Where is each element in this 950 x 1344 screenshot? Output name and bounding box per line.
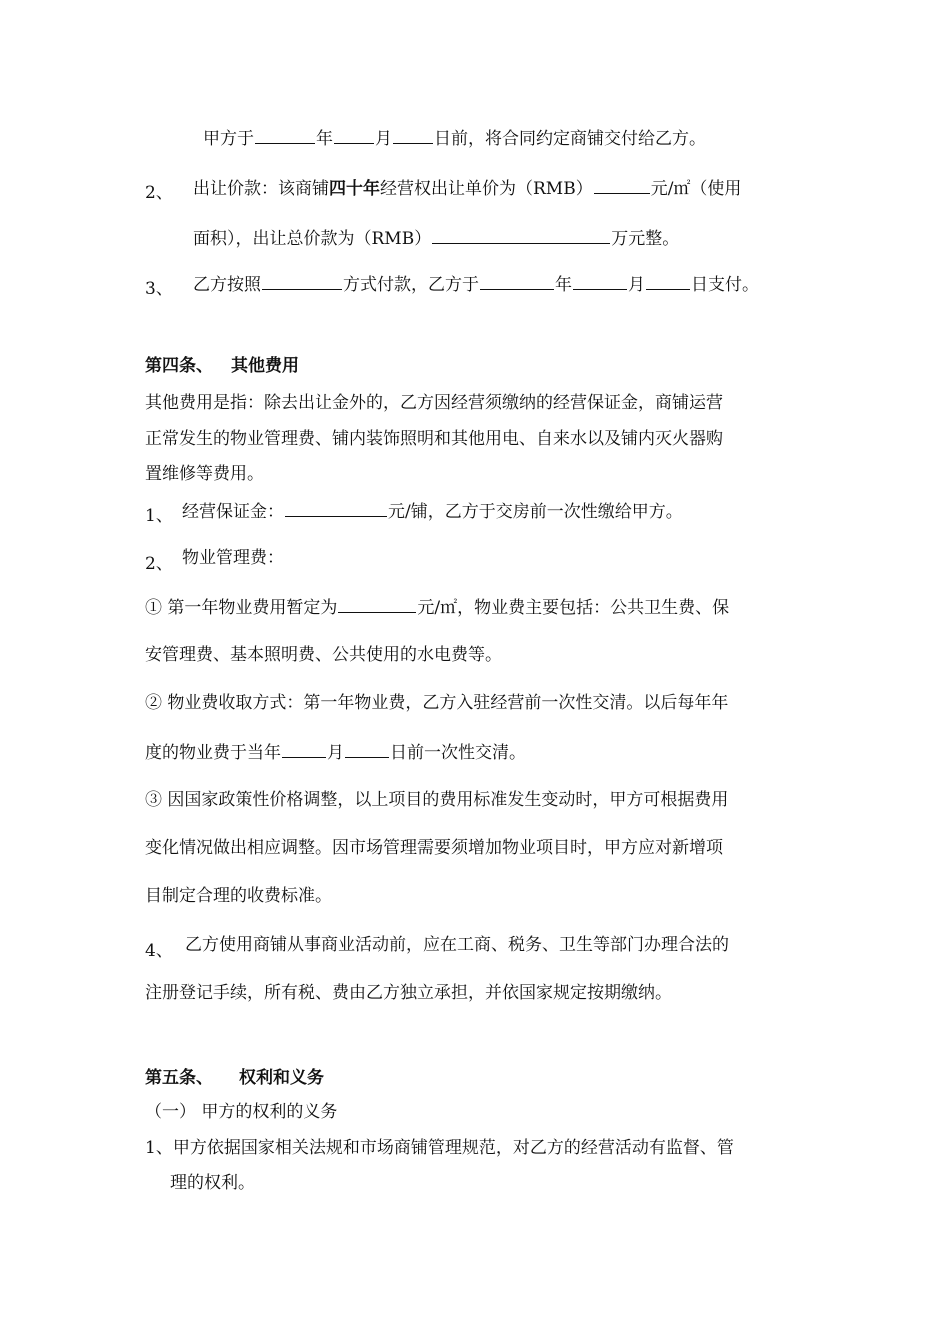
blank-fee-rate <box>338 595 416 613</box>
blank-day <box>646 272 690 290</box>
text: 经营权出让单价为（RMB） <box>380 179 593 199</box>
property-fee-point-3: ③ 因国家政策性价格调整，以上项目的费用标准发生变动时，甲方可根据费用 <box>145 790 729 810</box>
text: 出让价款：该商铺 <box>193 179 329 199</box>
article-4-intro-line2: 正常发生的物业管理费、铺内装饰照明和其他用电、自来水以及铺内灭火器购 <box>145 429 723 449</box>
property-fee-point-1 <box>145 595 729 619</box>
text: ① 第一年物业费用暂定为 <box>145 598 338 618</box>
text: 元/㎡（使用 <box>650 179 742 199</box>
blank-method <box>262 272 342 290</box>
text: 日前一次性交清。 <box>390 743 526 763</box>
item-registration: 乙方使用商铺从事商业活动前，应在工商、税务、卫生等部门办理合法的 <box>185 935 729 955</box>
blank-month <box>573 272 627 290</box>
text: 第五条、 <box>145 1068 213 1088</box>
text: 年 <box>555 275 572 295</box>
text: 面积），出让总价款为（RMB） <box>193 229 432 249</box>
text: 第四条、 <box>145 356 213 376</box>
clause-number: 3、 <box>145 279 173 299</box>
blank-year <box>255 126 315 144</box>
article-4-intro-line3: 置维修等费用。 <box>145 464 264 484</box>
text: 权利和义务 <box>239 1068 324 1088</box>
item-number: 4、 <box>145 941 173 961</box>
text: 乙方按照 <box>193 275 261 295</box>
article-5-subheading: （一） 甲方的权利的义务 <box>145 1102 338 1122</box>
blank-deposit <box>285 499 387 517</box>
blank-day <box>345 740 389 758</box>
blank-month <box>282 740 326 758</box>
text: 其他费用 <box>231 356 299 376</box>
item-deposit <box>182 499 683 523</box>
blank-year <box>480 272 554 290</box>
text: 日前，将合同约定商铺交付给乙方。 <box>434 129 706 149</box>
text: 经营保证金： <box>182 502 284 522</box>
text: 甲方于 <box>203 129 254 149</box>
clause-transfer-price <box>193 176 741 200</box>
property-fee-point-3-cont1: 变化情况做出相应调整。因市场管理需要须增加物业项目时，甲方应对新增项 <box>145 838 723 858</box>
property-fee-point-1-cont: 安管理费、基本照明费、公共使用的水电费等。 <box>145 645 502 665</box>
blank-month <box>334 126 374 144</box>
property-fee-point-3-cont2: 目制定合理的收费标准。 <box>145 886 332 906</box>
property-fee-point-2-cont <box>145 740 526 764</box>
article-5-item-1: 1、甲方依据国家相关法规和市场商铺管理规范，对乙方的经营活动有监督、管 <box>145 1138 734 1158</box>
blank-unit-price <box>594 176 650 194</box>
text: 年 <box>316 129 333 149</box>
text: 月 <box>628 275 645 295</box>
item-number: 1、 <box>145 506 173 526</box>
text: 月 <box>327 743 344 763</box>
article-5-title <box>145 1067 324 1089</box>
clause-number: 2、 <box>145 183 173 203</box>
text: 元/㎡，物业费主要包括：公共卫生费、保 <box>417 598 730 618</box>
article-4-title <box>145 355 299 377</box>
blank-total-price <box>432 226 610 244</box>
item-number: 2、 <box>145 554 173 574</box>
item-property-fee: 物业管理费： <box>182 548 284 568</box>
bold-text: 四十年 <box>329 179 380 199</box>
clause-total-price <box>193 226 679 250</box>
text: 方式付款，乙方于 <box>343 275 479 295</box>
text: 日支付。 <box>691 275 759 295</box>
text: 度的物业费于当年 <box>145 743 281 763</box>
text: 月 <box>375 129 392 149</box>
text: 元/铺，乙方于交房前一次性缴给甲方。 <box>388 502 683 522</box>
article-5-item-1-cont: 理的权利。 <box>170 1173 255 1193</box>
clause-payment <box>193 272 759 296</box>
clause-delivery-date <box>203 126 706 150</box>
property-fee-point-2: ② 物业费收取方式：第一年物业费，乙方入驻经营前一次性交清。以后每年年 <box>145 693 729 713</box>
item-registration-cont: 注册登记手续，所有税、费由乙方独立承担，并依国家规定按期缴纳。 <box>145 983 672 1003</box>
blank-day <box>393 126 433 144</box>
text: 万元整。 <box>611 229 680 249</box>
article-4-intro-line1: 其他费用是指：除去出让金外的，乙方因经营须缴纳的经营保证金，商铺运营 <box>145 393 723 413</box>
